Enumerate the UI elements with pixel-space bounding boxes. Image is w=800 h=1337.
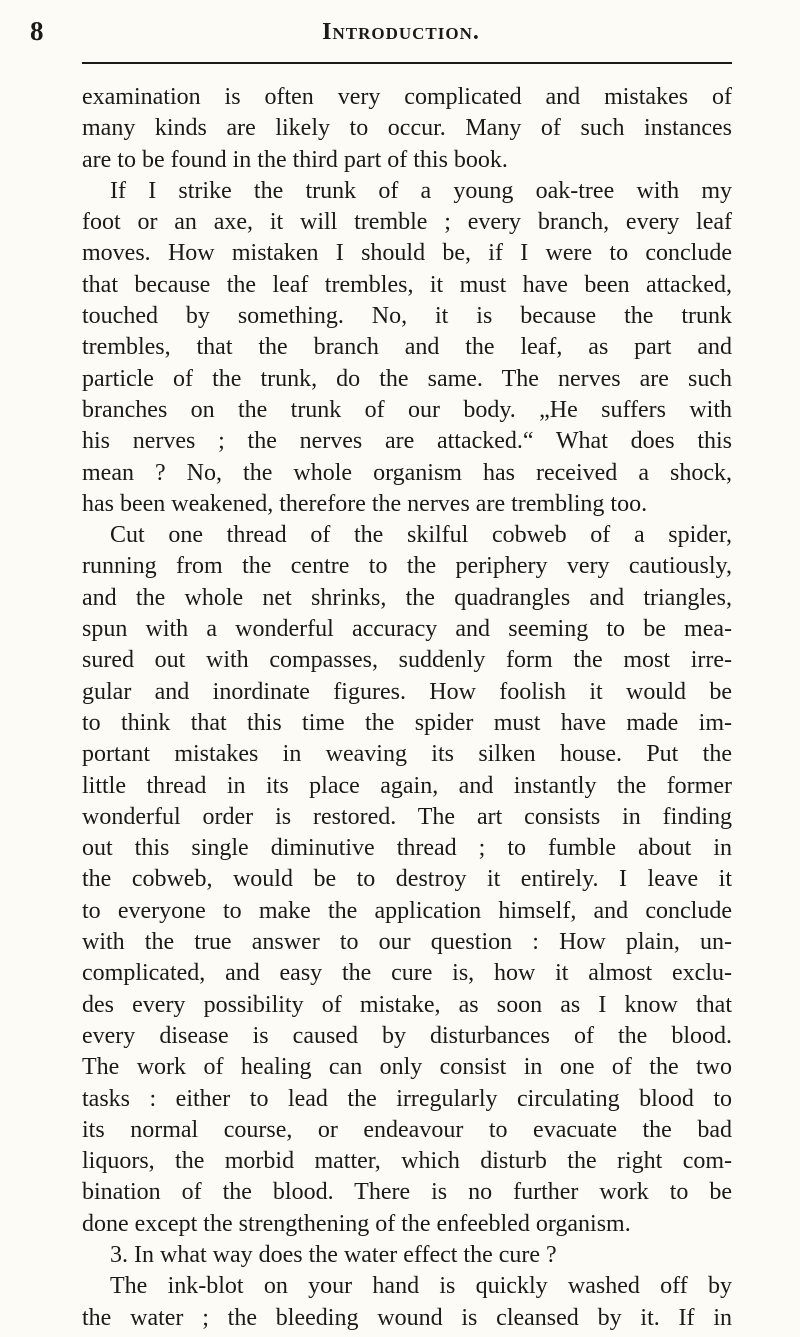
text-line: done except the strengthening of the enfeebled organism.	[82, 1210, 631, 1237]
text-line: branches on the trunk of our body. „He suffers with	[82, 396, 732, 423]
body-text	[82, 82, 732, 1334]
text-line: has been weakened, therefore the nerves are trembling too.	[82, 490, 648, 517]
text-line: touched by something. No, it is because the trunk	[82, 303, 732, 330]
page-number: 8	[30, 16, 44, 46]
text-line: 3. In what way does the water effect the cure ?	[110, 1241, 557, 1268]
text-line: many kinds are likely to occur. Many of such instances	[82, 115, 732, 142]
text-line: every disease is caused by disturbances of the blood.	[82, 1022, 732, 1049]
text-line: wonderful order is restored. The art consists in finding	[82, 803, 732, 830]
text-line: moves. How mistaken I should be, if I were to conclude	[82, 240, 732, 267]
text-line: out this single diminutive thread ; to fumble about in	[82, 835, 732, 862]
text-line: gular and inordinate figures. How foolish it would be	[82, 678, 732, 705]
text-line: spun with a wonderful accuracy and seeming to be mea-	[82, 616, 732, 643]
text-line: sured out with compasses, suddenly form the most irre-	[82, 647, 732, 674]
text-line: trembles, that the branch and the leaf, as part and	[82, 334, 732, 361]
text-line: that because the leaf trembles, it must have been attacked,	[82, 271, 732, 298]
text-line: bination of the blood. There is no further work to be	[82, 1179, 732, 1206]
text-line: des every possibility of mistake, as soon as I know that	[82, 991, 732, 1018]
text-line: If I strike the trunk of a young oak-tree with my	[110, 177, 732, 204]
text-line: the cobweb, would be to destroy it entirely. I leave it	[82, 866, 732, 893]
text-line: its normal course, or endeavour to evacuate the bad	[82, 1116, 732, 1143]
text-line: the water ; the bleeding wound is cleansed by it. If in	[82, 1304, 732, 1331]
text-line: his nerves ; the nerves are attacked.“ What does this	[82, 428, 732, 455]
text-line: portant mistakes in weaving its silken house. Put the	[82, 741, 732, 768]
text-line: Cut one thread of the skilful cobweb of a spider,	[110, 522, 732, 549]
text-line: to everyone to make the application himself, and conclude	[82, 897, 732, 924]
text-line: particle of the trunk, do the same. The nerves are such	[82, 365, 732, 392]
text-line: The ink-blot on your hand is quickly washed off by	[110, 1273, 732, 1300]
text-line: to think that this time the spider must have made im-	[82, 709, 732, 736]
page-header	[30, 14, 772, 54]
text-line: are to be found in the third part of this book.	[82, 146, 508, 173]
text-line: liquors, the morbid matter, which disturb the right com-	[82, 1148, 732, 1175]
text-line: foot or an axe, it will tremble ; every branch, every leaf	[82, 209, 732, 236]
header-rule	[82, 62, 732, 64]
running-title: Introduction.	[322, 19, 480, 45]
text-line: The work of healing can only consist in one of the two	[82, 1054, 732, 1081]
text-line: complicated, and easy the cure is, how it almost exclu-	[82, 960, 732, 987]
text-line: mean ? No, the whole organism has received a shock,	[82, 459, 732, 486]
text-line: examination is often very complicated and mistakes of	[82, 84, 732, 110]
text-line: tasks : either to lead the irregularly circulating blood to	[82, 1085, 732, 1112]
text-line: with the true answer to our question : How plain, un-	[82, 929, 732, 956]
text-line: and the whole net shrinks, the quadrangles and triangles,	[82, 584, 732, 611]
text-line: little thread in its place again, and instantly the former	[82, 772, 732, 799]
text-line: running from the centre to the periphery very cautiously,	[82, 553, 732, 580]
